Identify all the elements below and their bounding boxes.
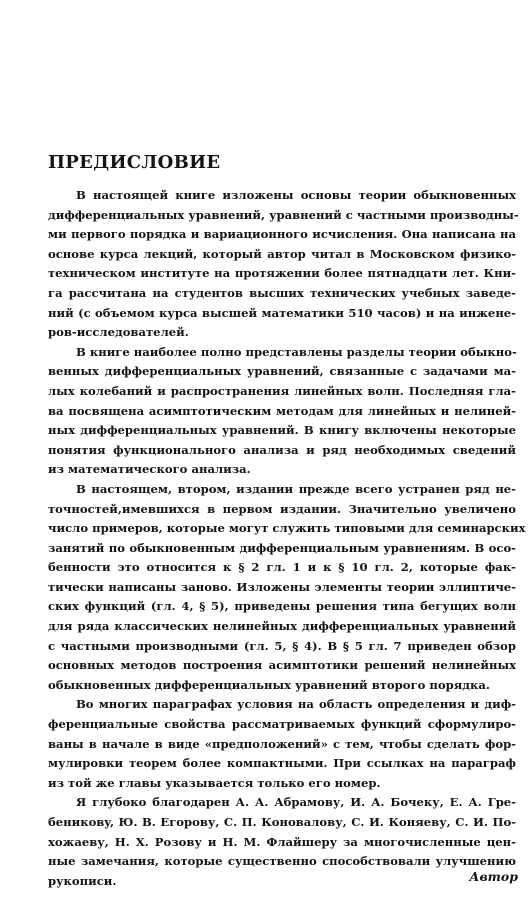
text-line: ний (с объемом курса высшей математики 510 часов) и на инжене- — [48, 305, 516, 320]
text-line: В настоящей книге изложены основы теории обыкновенных — [76, 188, 516, 202]
text-line: Я глубоко благодарен А. А. Абрамову, И. А. Бочеку, Е. А. Гре- — [76, 795, 516, 810]
text-line: мулировки теорем более компактными. При ссылках на параграф — [48, 756, 516, 771]
text-line: хожаеву, Н. Х. Розову и Н. М. Флайшеру за многочисленные цен- — [48, 834, 516, 849]
text-line: основных методов построения асимптотики решений нелинейных — [48, 658, 516, 673]
text-line: ных дифференциальных уравнений. В книгу включены некоторые — [48, 423, 516, 438]
text-line: В настоящем, втором, издании прежде всего устранен ряд не- — [76, 481, 516, 496]
text-line: точностей,имевшихся в первом издании. Значительно увеличено — [48, 501, 516, 516]
page-heading: ПРЕДИСЛОВИЕ — [48, 152, 221, 173]
text-line: понятия функционального анализа и ряд необходимых сведений — [48, 442, 516, 457]
text-line: для ряда классических нелинейных дифференциальных уравнений — [48, 619, 516, 634]
text-line: тически написаны заново. Изложены элементы теории эллиптиче- — [48, 579, 516, 594]
text-line: из математического анализа. — [48, 462, 251, 477]
text-line: бенности это относится к § 2 гл. 1 и к § 10 гл. 2, которые фак- — [48, 560, 516, 575]
text-line: занятий по обыкновенным дифференциальным уравнениям. В осо- — [48, 540, 516, 555]
text-line: га рассчитана на студентов высших технических учебных заведе- — [48, 285, 516, 300]
text-line: ные замечания, которые существенно способствовали улучшению — [48, 854, 516, 869]
text-line: число примеров, которые могут служить типовыми для семинарских — [48, 521, 526, 536]
author-signature: Автор — [469, 869, 518, 884]
text-line: ваны в начале в виде «предположений» с тем, чтобы сделать фор- — [48, 736, 516, 751]
text-line: основе курса лекций, который автор читал в Московском физико- — [48, 246, 516, 261]
paragraph — [48, 695, 516, 793]
text-line: техническом институте на протяжении более пятнадцати лет. Кни- — [48, 266, 516, 281]
text-line: Во многих параграфах условия на область определения и диф- — [76, 697, 516, 712]
text-line: ров-исследователей. — [48, 325, 189, 340]
preface-body — [48, 186, 526, 891]
text-line: рукописи. — [48, 873, 117, 888]
text-line: ференциальные свойства рассматриваемых функций сформулиро- — [48, 717, 516, 732]
paragraph — [48, 793, 516, 891]
paragraph — [48, 186, 519, 343]
text-line: ми первого порядка и вариационного исчисления. Она написана на — [48, 227, 516, 242]
text-line: с частными производными (гл. 5, § 4). В § 5 гл. 7 приведен обзор — [48, 638, 516, 653]
text-line: из той же главы указывается только его номер. — [48, 775, 381, 790]
text-line: дифференциальных уравнений, уравнений с частными производны- — [48, 207, 519, 222]
text-line: В книге наиболее полно представлены разделы теории обыкно- — [76, 344, 517, 359]
text-line: ских функций (гл. 4, § 5), приведены решения типа бегущих волн — [48, 599, 516, 614]
text-line: обыкновенных дифференциальных уравнений второго порядка. — [48, 677, 490, 692]
text-line: венных дифференциальных уравнений, связанные с задачами ма- — [48, 364, 516, 379]
paragraph — [48, 480, 526, 696]
paragraph — [48, 343, 516, 480]
text-line: лых колебаний и распространения линейных волн. Последняя гла- — [48, 383, 516, 398]
text-line: ва посвящена асимптотическим методам для линейных и нелиней- — [48, 403, 516, 418]
text-line: бениковy, Ю. В. Егорову, С. П. Коновалову, С. И. Коняеву, С. И. По- — [48, 815, 516, 829]
